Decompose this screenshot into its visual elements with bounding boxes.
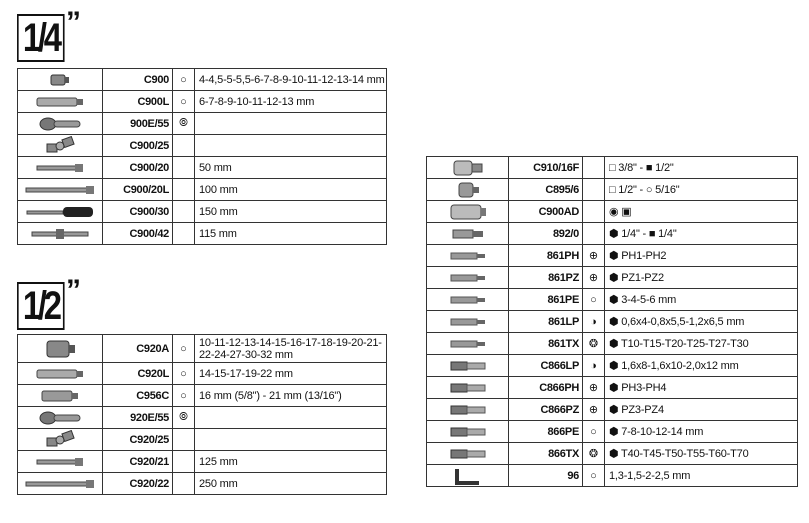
- socket-bit-icon: [427, 399, 509, 421]
- profile-symbol: ◑: [583, 311, 605, 333]
- product-code: 861PE: [509, 289, 583, 311]
- accessories-table: [426, 156, 798, 487]
- size-description: ⬢ PH1-PH2: [605, 245, 798, 267]
- product-code: 861TX: [509, 333, 583, 355]
- product-code: C956C: [103, 385, 173, 407]
- size-description: 6-7-8-9-10-11-12-13 mm: [195, 91, 387, 113]
- t-bar-icon: [18, 223, 103, 245]
- table-row: [18, 385, 387, 407]
- size-description: ⬢ 1/4" - ■ 1/4": [605, 223, 798, 245]
- bit-icon: [427, 289, 509, 311]
- long-socket-icon: [18, 363, 103, 385]
- size-badge-quarter-quote: ”: [66, 6, 81, 39]
- product-code: C900L: [103, 91, 173, 113]
- size-badge-half: [17, 282, 65, 330]
- size-description: [195, 407, 387, 429]
- big-socket-icon: [18, 335, 103, 363]
- profile-symbol: [173, 473, 195, 495]
- table-row: [18, 451, 387, 473]
- size-description: ⬢ T40-T45-T50-T55-T60-T70: [605, 443, 798, 465]
- short-socket-icon: [18, 69, 103, 91]
- socket-bit-icon: [427, 355, 509, 377]
- quarter-drive-table: [17, 68, 387, 245]
- size-badge-quarter-text: 1/4: [22, 16, 59, 60]
- size-description: □ 1/2" - ○ 5/16": [605, 179, 798, 201]
- ratchet-icon: [18, 407, 103, 429]
- size-description: 16 mm (5/8") - 21 mm (13/16"): [195, 385, 387, 407]
- product-code: 96: [509, 465, 583, 487]
- product-code: 866PE: [509, 421, 583, 443]
- product-code: 866TX: [509, 443, 583, 465]
- table-row: [427, 465, 798, 487]
- size-description: [195, 429, 387, 451]
- long-extension-icon: [18, 473, 103, 495]
- table-row: [427, 201, 798, 223]
- table-row: [18, 335, 387, 363]
- profile-symbol: [173, 135, 195, 157]
- product-code: C900/25: [103, 135, 173, 157]
- profile-symbol: ⊕: [583, 377, 605, 399]
- product-code: C910/16F: [509, 157, 583, 179]
- bit-adapter-icon: [427, 179, 509, 201]
- short-extension-icon: [18, 157, 103, 179]
- table-row: [18, 473, 387, 495]
- size-description: ⬢ 1,6x8-1,6x10-2,0x12 mm: [605, 355, 798, 377]
- table-row: [427, 267, 798, 289]
- universal-joint-icon: [18, 429, 103, 451]
- product-code: 920E/55: [103, 407, 173, 429]
- size-description: ⬢ T10-T15-T20-T25-T27-T30: [605, 333, 798, 355]
- table-row: [18, 429, 387, 451]
- table-row: [18, 179, 387, 201]
- table-row: [18, 157, 387, 179]
- profile-symbol: ○: [173, 69, 195, 91]
- profile-symbol: ◑: [583, 355, 605, 377]
- profile-symbol: ⦾: [173, 113, 195, 135]
- product-code: C900: [103, 69, 173, 91]
- profile-symbol: [173, 201, 195, 223]
- size-description: 150 mm: [195, 201, 387, 223]
- profile-symbol: [173, 223, 195, 245]
- table-row: [18, 69, 387, 91]
- size-description: ⬢ PZ3-PZ4: [605, 399, 798, 421]
- table-row: [18, 113, 387, 135]
- profile-symbol: ○: [173, 91, 195, 113]
- half-drive-table: [17, 334, 387, 495]
- bit-icon: [427, 267, 509, 289]
- profile-symbol: [583, 201, 605, 223]
- product-code: C866LP: [509, 355, 583, 377]
- size-description: ⬢ PH3-PH4: [605, 377, 798, 399]
- long-extension-icon: [18, 179, 103, 201]
- table-row: [18, 223, 387, 245]
- size-description: ⬢ 0,6x4-0,8x5,5-1,2x6,5 mm: [605, 311, 798, 333]
- product-code: C900/20L: [103, 179, 173, 201]
- size-description: □ 3/8" - ■ 1/2": [605, 157, 798, 179]
- bit-holder-socket-icon: [427, 201, 509, 223]
- table-row: [427, 179, 798, 201]
- profile-symbol: ○: [583, 421, 605, 443]
- bit-icon: [427, 245, 509, 267]
- product-code: C920/21: [103, 451, 173, 473]
- product-code: C900/30: [103, 201, 173, 223]
- profile-symbol: ○: [583, 289, 605, 311]
- table-row: [18, 201, 387, 223]
- size-description: 100 mm: [195, 179, 387, 201]
- product-code: C900/20: [103, 157, 173, 179]
- screwdriver-handle-icon: [18, 201, 103, 223]
- universal-joint-icon: [18, 135, 103, 157]
- product-code: C900AD: [509, 201, 583, 223]
- size-badge-quarter: [17, 14, 65, 62]
- product-code: 892/0: [509, 223, 583, 245]
- product-code: 861PH: [509, 245, 583, 267]
- ratchet-icon: [18, 113, 103, 135]
- profile-symbol: ○: [173, 385, 195, 407]
- size-description: 1,3-1,5-2-2,5 mm: [605, 465, 798, 487]
- bit-icon: [427, 311, 509, 333]
- size-description: ⬢ 3-4-5-6 mm: [605, 289, 798, 311]
- product-code: C866PZ: [509, 399, 583, 421]
- table-row: [427, 355, 798, 377]
- profile-symbol: [173, 179, 195, 201]
- size-description: 125 mm: [195, 451, 387, 473]
- size-description: 10-11-12-13-14-15-16-17-18-19-20-21-22-24-27-30-32 mm: [195, 335, 387, 363]
- bit-icon: [427, 333, 509, 355]
- profile-symbol: [173, 429, 195, 451]
- size-description: [195, 113, 387, 135]
- product-code: 900E/55: [103, 113, 173, 135]
- profile-symbol: ⊕: [583, 267, 605, 289]
- profile-symbol: ○: [173, 335, 195, 363]
- long-socket-icon: [18, 91, 103, 113]
- profile-symbol: [583, 157, 605, 179]
- product-code: C895/6: [509, 179, 583, 201]
- size-badge-half-quote: ”: [66, 274, 81, 307]
- size-description: ⬢ 7-8-10-12-14 mm: [605, 421, 798, 443]
- table-row: [427, 223, 798, 245]
- table-row: [18, 91, 387, 113]
- table-row: [427, 443, 798, 465]
- profile-symbol: ❂: [583, 443, 605, 465]
- product-code: C920A: [103, 335, 173, 363]
- table-row: [427, 421, 798, 443]
- size-description: 4-4,5-5-5,5-6-7-8-9-10-11-12-13-14 mm: [195, 69, 387, 91]
- product-code: 861PZ: [509, 267, 583, 289]
- profile-symbol: [583, 223, 605, 245]
- table-row: [427, 289, 798, 311]
- size-description: 50 mm: [195, 157, 387, 179]
- size-description: 115 mm: [195, 223, 387, 245]
- hex-adapter-icon: [427, 223, 509, 245]
- product-code: C920/25: [103, 429, 173, 451]
- table-row: [427, 333, 798, 355]
- table-row: [18, 407, 387, 429]
- profile-symbol: ○: [583, 465, 605, 487]
- product-code: C866PH: [509, 377, 583, 399]
- socket-bit-icon: [427, 377, 509, 399]
- size-badge-half-text: 1/2: [22, 284, 59, 328]
- profile-symbol: ⊕: [583, 399, 605, 421]
- profile-symbol: ⊕: [583, 245, 605, 267]
- table-row: [427, 399, 798, 421]
- profile-symbol: ⦾: [173, 407, 195, 429]
- profile-symbol: [173, 157, 195, 179]
- product-code: 861LP: [509, 311, 583, 333]
- table-row: [18, 135, 387, 157]
- table-row: [18, 363, 387, 385]
- size-description: 250 mm: [195, 473, 387, 495]
- table-row: [427, 157, 798, 179]
- size-description: 14-15-17-19-22 mm: [195, 363, 387, 385]
- table-row: [427, 245, 798, 267]
- table-row: [427, 377, 798, 399]
- profile-symbol: ❂: [583, 333, 605, 355]
- product-code: C920/22: [103, 473, 173, 495]
- size-description: [195, 135, 387, 157]
- product-code: C920L: [103, 363, 173, 385]
- adapter-icon: [427, 157, 509, 179]
- profile-symbol: [173, 451, 195, 473]
- profile-symbol: [583, 179, 605, 201]
- spark-socket-icon: [18, 385, 103, 407]
- socket-bit-icon: [427, 443, 509, 465]
- hex-key-icon: [427, 465, 509, 487]
- size-description: ◉ ▣: [605, 201, 798, 223]
- profile-symbol: ○: [173, 363, 195, 385]
- size-description: ⬢ PZ1-PZ2: [605, 267, 798, 289]
- short-extension-icon: [18, 451, 103, 473]
- socket-bit-icon: [427, 421, 509, 443]
- table-row: [427, 311, 798, 333]
- product-code: C900/42: [103, 223, 173, 245]
